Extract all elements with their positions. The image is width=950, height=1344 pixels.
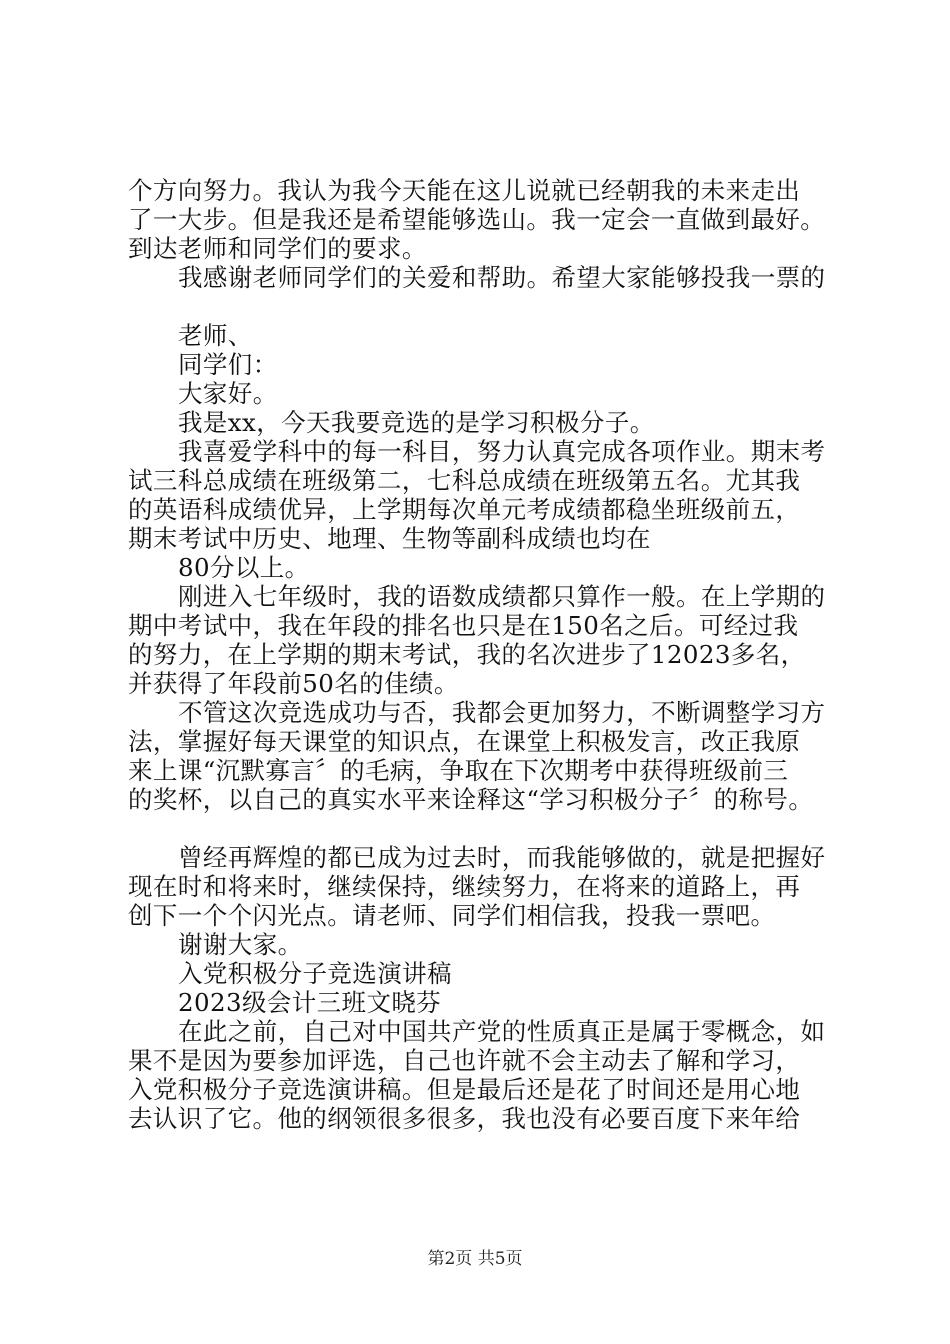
text-line: 到达老师和同学们的要求。	[128, 234, 427, 263]
text-line: 创下一个个闪光点。请老师、同学们相信我，投我一票吧。	[128, 901, 776, 930]
text-line: 的奖杯，以自己的真实水平来诠释这“学习积极分子〞的称号。	[128, 785, 814, 814]
text-line: 我是xx，今天我要竞选的是学习积极分子。	[178, 408, 655, 437]
text-line: 2023级会计三班文晓芬	[178, 988, 442, 1017]
text-line: 入党积极分子竞选演讲稿	[178, 959, 452, 988]
text-line: 期末考试中历史、地理、生物等副科成绩也均在	[128, 524, 651, 553]
text-line: 现在时和将来时，继续保持，继续努力，在将来的道路上，再	[128, 872, 801, 901]
paragraph-gap	[128, 814, 868, 843]
text-line: 我喜爱学科中的每一科目，努力认真完成各项作业。期末考	[178, 437, 826, 466]
text-line: 法，掌握好每天课堂的知识点，在课堂上积极发言，改正我原	[128, 727, 801, 756]
page-number-footer: 第2页 共5页	[427, 1249, 523, 1269]
text-line: 我感谢老师同学们的关爱和帮助。希望大家能够投我一票的	[178, 263, 826, 292]
text-line: 在此之前，自己对中国共产党的性质真正是属于零概念，如	[178, 1017, 826, 1046]
text-line: 入党积极分子竞选演讲稿。但是最后还是花了时间还是用心地	[128, 1075, 801, 1104]
text-line: 的英语科成绩优异，上学期每次单元考成绩都稳坐班级前五，	[128, 495, 801, 524]
text-line: 试三科总成绩在班级第二，七科总成绩在班级第五名。尤其我	[128, 466, 801, 495]
text-line: 来上课“沉默寡言〞的毛病，争取在下次期考中获得班级前三	[128, 756, 789, 785]
text-line: 刚进入七年级时，我的语数成绩都只算作一般。在上学期的	[178, 582, 826, 611]
text-line: 期中考试中，我在年段的排名也只是在150名之后。可经过我	[128, 611, 799, 640]
text-line: 去认识了它。他的纲领很多很多，我也没有必要百度下来年给	[128, 1104, 801, 1133]
text-line: 果不是因为要参加评选，自己也许就不会主动去了解和学习，	[128, 1046, 801, 1075]
text-line: 并获得了年段前50名的佳绩。	[128, 669, 459, 698]
body-text	[128, 176, 868, 1133]
paragraph-gap	[128, 292, 868, 321]
text-line: 的努力，在上学期的期末考试，我的名次进步了12023多名，	[128, 640, 806, 669]
text-line: 老师、	[178, 321, 253, 350]
text-line: 大家好。	[178, 379, 278, 408]
text-line: 了一大步。但是我还是希望能够选山。我一定会一直做到最好。	[128, 205, 826, 234]
text-line: 不管这次竞选成功与否，我都会更加努力，不断调整学习方	[178, 698, 826, 727]
text-line: 同学们：	[178, 350, 278, 379]
text-line: 80分以上。	[178, 553, 310, 582]
text-line: 曾经再辉煌的都已成为过去时，而我能够做的，就是把握好	[178, 843, 826, 872]
text-line: 个方向努力。我认为我今天能在这儿说就已经朝我的未来走出	[128, 176, 801, 205]
text-line: 谢谢大家。	[178, 930, 303, 959]
